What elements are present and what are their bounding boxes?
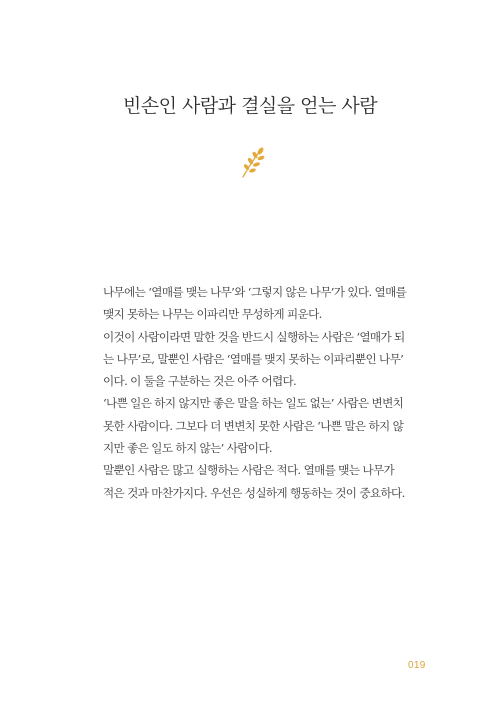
wheat-sprig-icon [237, 146, 267, 180]
body-line: 맺지 못하는 나무는 이파리만 무성하게 피운다. [103, 307, 322, 322]
body-line: 못한 사람이다. 그보다 더 변변치 못한 사람은 ‘나쁜 말은 하지 않 [103, 418, 404, 433]
body-text [103, 281, 413, 504]
page-number: 019 [408, 660, 426, 671]
body-line: 나무에는 ‘열매를 맺는 나무’와 ‘그렇지 않은 나무’가 있다. 열매를 [103, 285, 407, 299]
body-line: 말뿐인 사람은 많고 실행하는 사람은 적다. 열매를 맺는 나무가 [103, 463, 395, 478]
body-line: 이다. 이 둘을 구분하는 것은 아주 어렵다. [103, 374, 297, 389]
body-line: ‘나쁜 일은 하지 않지만 좋은 말을 하는 일도 없는’ 사람은 변변치 [103, 396, 404, 411]
body-line: 지만 좋은 일도 하지 않는’ 사람이다. [103, 441, 272, 456]
body-line: 는 나무’로, 말뿐인 사람은 ‘열매를 맺지 못하는 이파리뿐인 나무’ [103, 351, 404, 366]
body-line: 적은 것과 마찬가지다. 우선은 성실하게 행동하는 것이 중요하다. [103, 485, 405, 500]
page-title: 빈손인 사람과 결실을 얻는 사람 [122, 95, 378, 117]
body-line: 이것이 사람이라면 말한 것을 반드시 실행하는 사람은 ‘열매가 되 [103, 329, 405, 344]
